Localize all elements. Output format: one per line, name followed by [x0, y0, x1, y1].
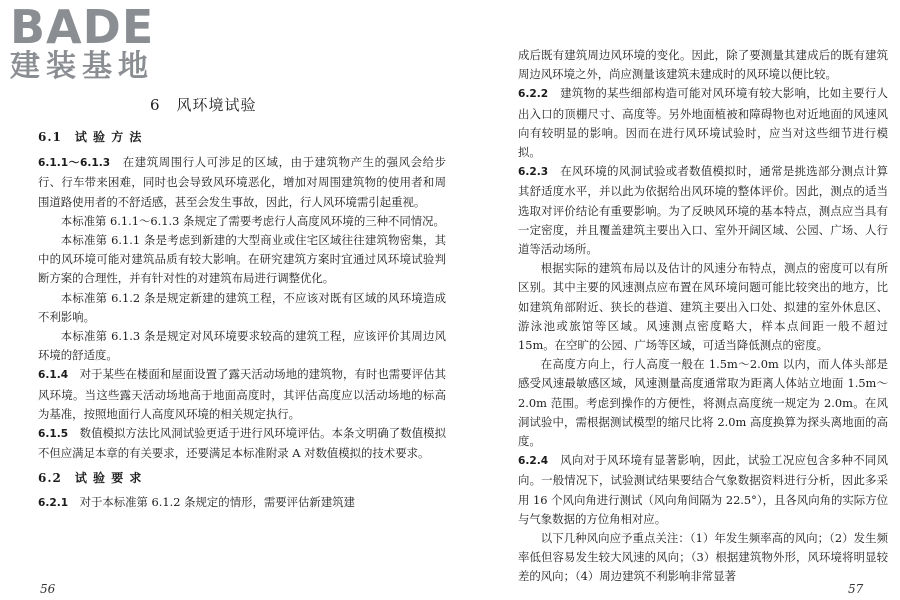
- clause-number: 6.1.1～6.1.3: [38, 157, 111, 170]
- logo-brand-text: BADE: [10, 0, 155, 54]
- clause-6-1-1-3: [38, 153, 446, 212]
- clause-6-1-4: [38, 365, 446, 424]
- left-page: [38, 0, 446, 600]
- clause-number: 6.2.2: [518, 88, 549, 101]
- paragraph: 本标准第 6.1.3 条是规定对风环境要求较高的建筑工程，应该评价其周边风环境的舒适度。: [38, 329, 446, 363]
- clause-number: 6.2.4: [518, 455, 549, 468]
- right-page: [518, 0, 888, 600]
- clause-number: 6.2.3: [518, 166, 549, 179]
- section-heading-6-2: 6.2 试 验 要 求: [38, 471, 143, 486]
- paragraph: 根据实际的建筑布局以及估计的风速分布特点，测点的密度可以有所区别。其中主要的风速测点应布置在风环境问题可能比较突出的地方，比如建筑角部附近、狭长的巷道、建筑主要出入口处、拟建的室外休息区、游泳池或旅馆等区域。风速测点密度略大，样本点间距一般不超过 15m。在空旷的公园、广场等区域，可适当降低测点的密度。: [518, 261, 888, 353]
- paragraph: 本标准第 6.1.1～6.1.3 条规定了需要考虑行人高度风环境的三种不同情况。: [60, 213, 445, 228]
- page-number-left: 56: [40, 582, 56, 596]
- page-number-right: 57: [848, 582, 864, 596]
- paragraph: 本标准第 6.1.1 条是考虑到新建的大型商业或住宅区域往往建筑物密集，其中的风环境可能对建筑品质有较大影响。在研究建筑方案时宜通过风环境试验判断方案的合理性，并有针对性的对建筑布局进行调整优化。: [38, 233, 446, 286]
- clause-6-2-3: [518, 162, 888, 259]
- clause-number: 6.1.5: [38, 428, 69, 441]
- paragraph: 在高度方向上，行人高度一般在 1.5m～2.0m 以内，而人体头部是感受风速最敏感区域，风速测量高度通常取为距离人体站立地面 1.5m～2.0m 范围。考虑到操作的方便性，将测点高度统一规定为 2.0m。在风洞试验中，需根据测试模型的缩尺比将 2.0m 高度换算为探头离地面的高度。: [518, 357, 888, 449]
- clause-text: 在建筑周围行人可涉足的区域，由于建筑物产生的强风会给步行、行车带来困难，同时也会导致风环境恶化，增加对周围建筑物的使用者和周围道路使用者的不舒适感，甚至会发生事故，因此，行人风环境需引起重视。: [38, 155, 446, 209]
- section-heading-6-1: 6.1 试 验 方 法: [38, 130, 143, 144]
- clause-text: 在风环境的风洞试验或者数值模拟时，通常是挑选部分测点计算其舒适度水平，并以此为依据给出风环境的整体评价。因此，测点的适当选取对评价结论有重要影响。为了反映风环境的基本特点，测点应当具有一定密度，并且覆盖建筑主要出入口、室外开阔区域、公园、广场、人行道等活动场所。: [518, 164, 888, 257]
- clause-text: 数值模拟方法比风洞试验更适于进行风环境评估。本条文明确了数值模拟不但应满足本章的有关要求，还要满足本标准附录 A 对数值模拟的技术要求。: [38, 426, 446, 461]
- clause-text: 对于某些在楼面和屋面设置了露天活动场地的建筑物，有时也需要评估其风环境。当这些露天活动场地高于地面高度时，其评估高度应以活动场地的标高为基准，按照地面行人高度风环境的相关规定执行。: [38, 367, 446, 421]
- logo-subtitle: 建装基地: [10, 49, 154, 84]
- clause-text: 对于本标准第 6.1.2 条规定的情形，需要评估新建筑建: [68, 494, 355, 509]
- clause-6-2-2: [518, 84, 888, 162]
- chapter-title: 6 风环境试验: [150, 96, 257, 114]
- clause-text: 风向对于风环境有显著影响，因此，试验工况应包含多种不同风向。一般情况下，试验测试结果要结合气象数据资料进行分析，因此多采用 16 个风向角进行测试（风向角间隔为 22.5°），且各风向角的实际方位与气象数据的方位角相对应。: [518, 453, 888, 526]
- clause-6-2-4: [518, 451, 888, 529]
- paragraph: 本标准第 6.1.2 条是规定新建的建筑工程，不应该对既有区域的风环境造成不利影响。: [38, 290, 446, 324]
- clause-number: 6.1.4: [38, 369, 69, 382]
- paragraph: 以下几种风向应予重点关注：（1）年发生频率高的风向；（2）发生频率低但容易发生较大风速的风向；（3）根据建筑物外形，风环境将明显较差的风向；（4）周边建筑不利影响非常显著: [518, 531, 888, 584]
- clause-6-1-5: [38, 424, 446, 463]
- paragraph-continued: 成后既有建筑周边风环境的变化。因此，除了要测量其建成后的既有建筑周边风环境之外，尚应测量该建筑未建成时的风环境以便比较。: [518, 48, 888, 82]
- clause-number: 6.2.1: [38, 496, 69, 509]
- clause-text: 建筑物的某些细部构造可能对风环境有较大影响，比如主要行人出入口的顶棚尺寸、高度等。另外地面植被和障碍物也对近地面的风速风向有较明显的影响。因而在进行风环境试验时，应当对这些细节进行模拟。: [518, 86, 888, 160]
- clause-6-2-1: [38, 493, 446, 513]
